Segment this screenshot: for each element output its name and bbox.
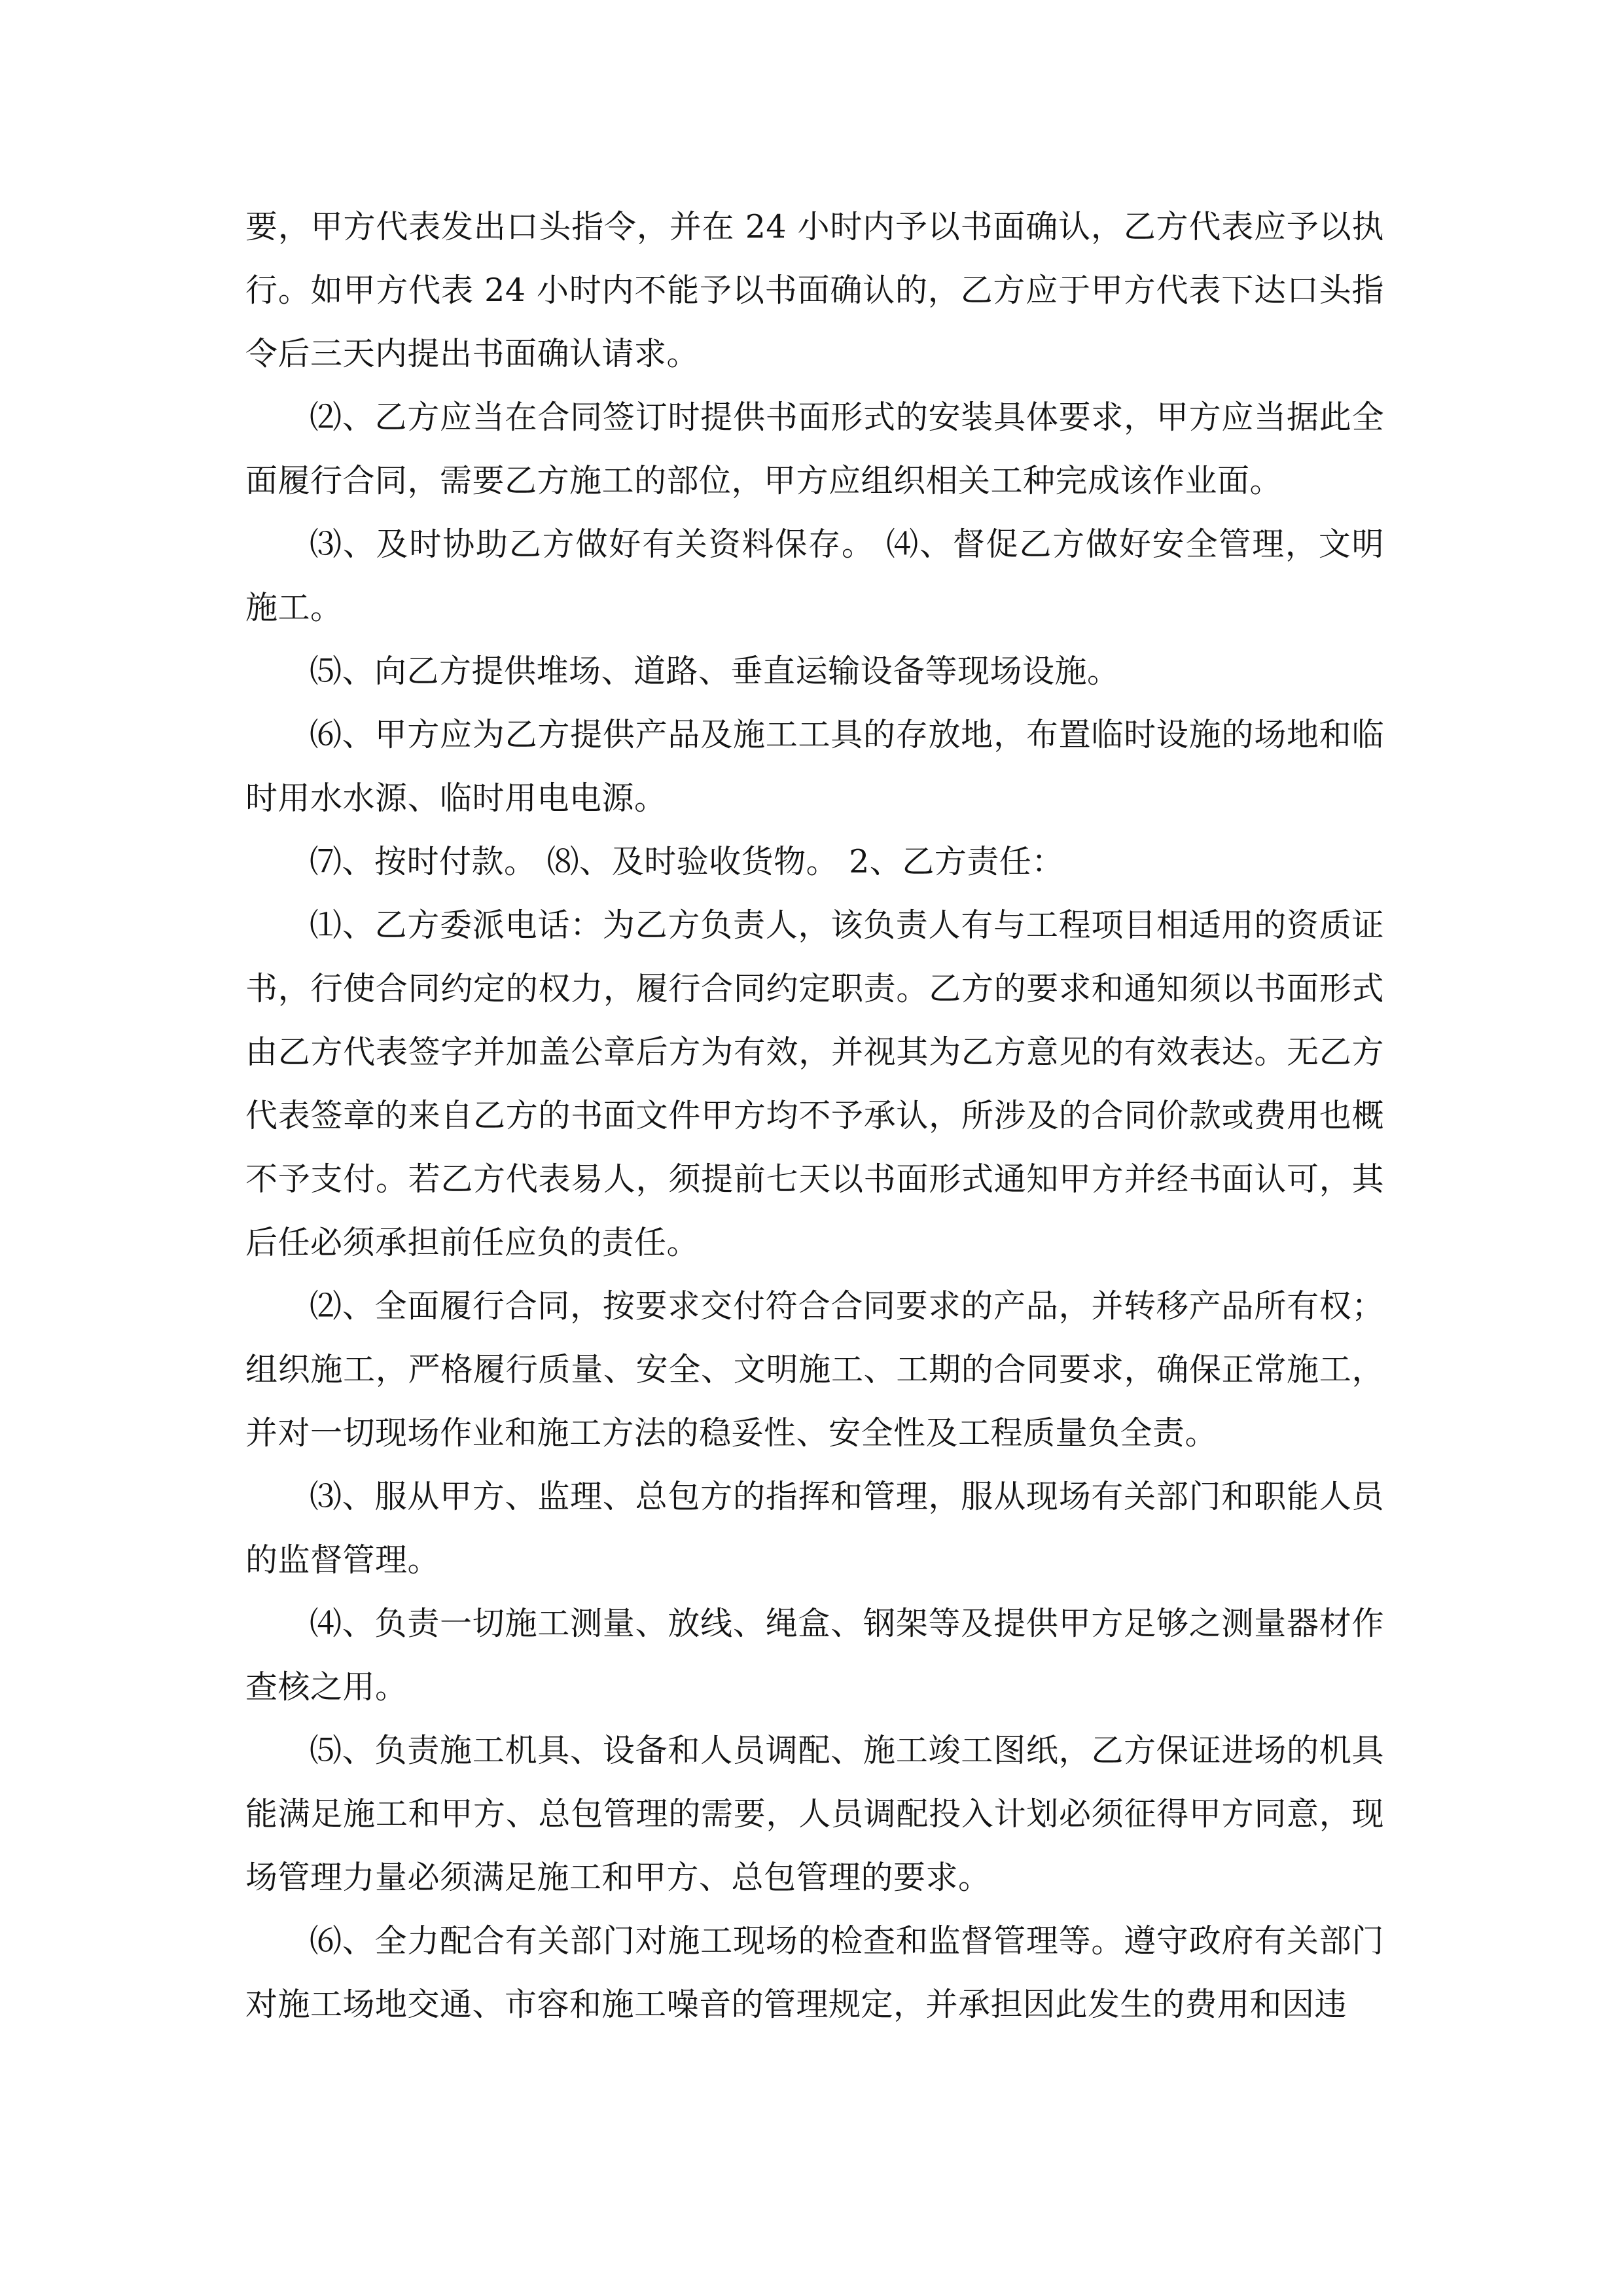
paragraph: ⑶、及时协助乙方做好有关资料保存。 ⑷、督促乙方做好安全管理，文明施工。 xyxy=(245,526,1384,626)
paragraph: ⑷、负责一切施工测量、放线、绳盒、钢架等及提供甲方足够之测量器材作查核之用。 xyxy=(245,1605,1384,1706)
paragraph: ⑴、乙方委派电话：为乙方负责人，该负责人有与工程项目相适用的资质证书，行使合同约定的权力，履行合同约定职责。乙方的要求和通知须以书面形式由乙方代表签字并加盖公章后方为有效，并视其为乙方意见的有效表达。无乙方代表签章的来自乙方的书面文件甲方均不予承认，所涉及的合同价款或费用也概不予支付。若乙方代表易人，须提前七天以书面形式通知甲方并经书面认可，其后任必须承担前任应负的责任。 xyxy=(245,906,1384,1261)
document-body xyxy=(245,195,1384,2036)
paragraph: ⑸、向乙方提供堆场、道路、垂直运输设备等现场设施。 xyxy=(310,653,1120,690)
paragraph: ⑺、按时付款。 ⑻、及时验收货物。 2、乙方责任： xyxy=(310,843,1064,880)
paragraph: ⑵、乙方应当在合同签订时提供书面形式的安装具体要求，甲方应当据此全面履行合同，需要乙方施工的部位，甲方应组织相关工种完成该作业面。 xyxy=(245,399,1384,499)
paragraph: ⑸、负责施工机具、设备和人员调配、施工竣工图纸，乙方保证进场的机具能满足施工和甲方、总包管理的需要，人员调配投入计划必须征得甲方同意，现场管理力量必须满足施工和甲方、总包管理的要求。 xyxy=(245,1732,1384,1896)
paragraph: ⑹、甲方应为乙方提供产品及施工工具的存放地，布置临时设施的场地和临时用水水源、临时用电电源。 xyxy=(245,716,1384,817)
paragraph: ⑶、服从甲方、监理、总包方的指挥和管理，服从现场有关部门和职能人员的监督管理。 xyxy=(245,1478,1384,1579)
paragraph: ⑵、全面履行合同，按要求交付符合合同要求的产品，并转移产品所有权；组织施工，严格履行质量、安全、文明施工、工期的合同要求，确保正常施工，并对一切现场作业和施工方法的稳妥性、安全性及工程质量负全责。 xyxy=(245,1287,1384,1452)
paragraph: ⑹、全力配合有关部门对施工现场的检查和监督管理等。遵守政府有关部门对施工场地交通、市容和施工噪音的管理规定，并承担因此发生的费用和因违 xyxy=(245,1922,1384,2023)
paragraph: 要，甲方代表发出口头指令，并在 24 小时内予以书面确认，乙方代表应予以执行。如甲方代表 24 小时内不能予以书面确认的，乙方应于甲方代表下达口头指令后三天内提出书面确认请求。 xyxy=(245,208,1384,372)
